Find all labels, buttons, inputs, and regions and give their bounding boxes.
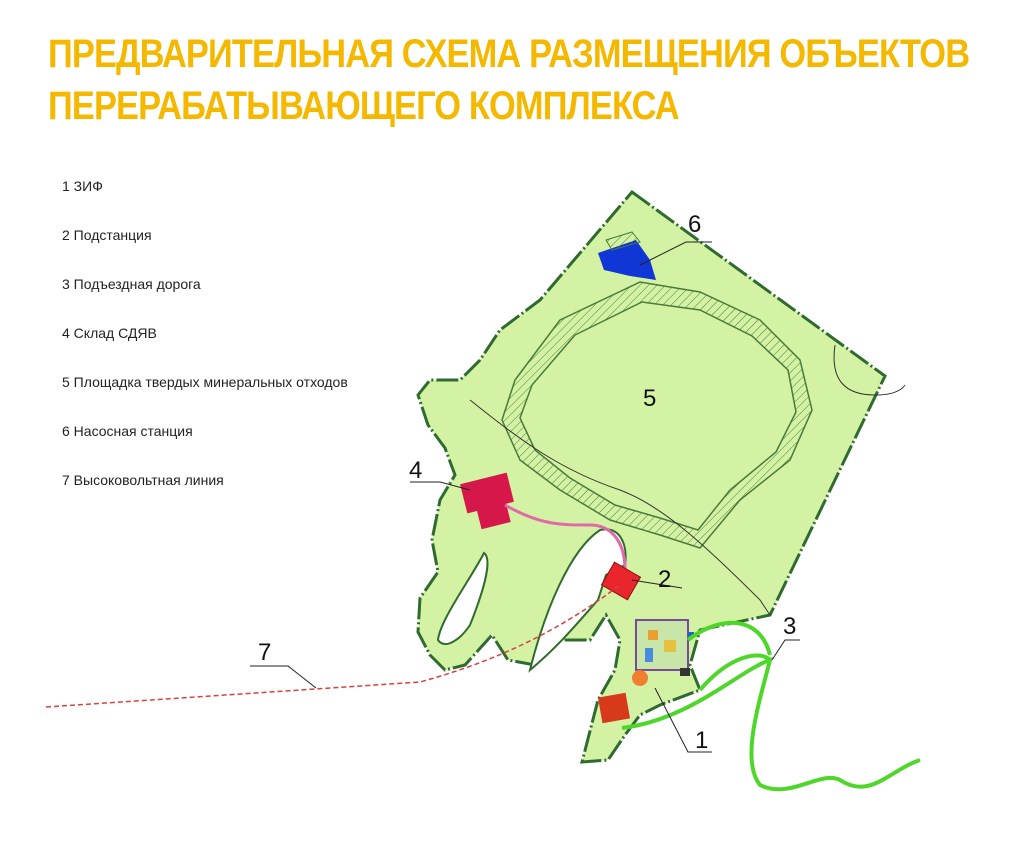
title-line-1: ПРЕДВАРИТЕЛЬНАЯ СХЕМА РАЗМЕЩЕНИЯ ОБЪЕКТОВ	[48, 32, 970, 76]
legend-item-4: 4 Склад СДЯВ	[62, 325, 157, 341]
label-7: 7	[258, 639, 272, 666]
legend-item-5: 5 Площадка твердых минеральных отходов	[62, 374, 348, 390]
label-5: 5	[643, 385, 657, 412]
label-3: 3	[783, 613, 797, 640]
title-line-2: ПЕРЕРАБАТЫВАЮЩЕГО КОМПЛЕКСА	[48, 84, 679, 128]
leader-7	[250, 666, 316, 688]
legend-item-2: 2 Подстанция	[62, 227, 152, 243]
label-2: 2	[658, 566, 672, 593]
legend-item-7: 7 Высоковольтная линия	[62, 472, 224, 488]
leader-3	[772, 640, 800, 660]
label-6: 6	[688, 211, 702, 238]
access-road-branch-2	[700, 655, 770, 690]
label-1: 1	[695, 727, 709, 754]
legend-item-3: 3 Подъездная дорога	[62, 276, 201, 292]
label-4: 4	[409, 457, 423, 484]
legend-item-6: 6 Насосная станция	[62, 423, 193, 439]
legend-item-1: 1 ЗИФ	[62, 178, 103, 194]
